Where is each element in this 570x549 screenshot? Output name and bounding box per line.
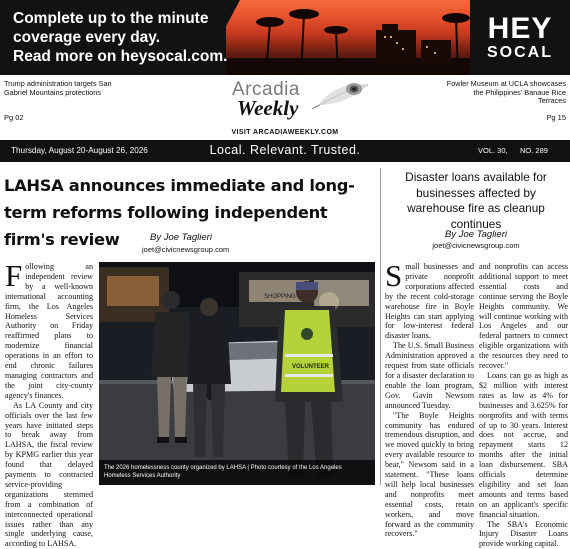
side-paragraph: The SBA's Economic Injury Disaster Loans provide working capital. (479, 519, 568, 549)
dropcap: S (385, 258, 403, 293)
tagline: Local. Relevant. Trusted. (209, 143, 361, 157)
side-article-column-1 (385, 258, 474, 539)
arcadia-weekly-logo[interactable] (222, 79, 372, 127)
heysocal-logo[interactable] (470, 0, 570, 75)
teaser-right[interactable]: Fowler Museum at UCLA showcases the Philippines' Banaue Rice Terraces (446, 79, 566, 106)
ad-copy-line: coverage every day. (13, 29, 161, 46)
teaser-left[interactable]: Trump administration targets San Gabriel Mountains protections (4, 79, 112, 97)
site-url-link[interactable]: VISIT ARCADIAWEEKLY.COM (231, 129, 339, 136)
ad-banner[interactable] (0, 0, 570, 75)
dropcap: F (5, 258, 23, 293)
svg-text:SHOPPING: SHOPPING (264, 294, 296, 300)
main-byline: By Joe Taglieri (150, 232, 212, 243)
issue-date: Thursday, August 20-August 26, 2026 (11, 146, 148, 155)
side-byline: By Joe Taglieri (445, 229, 507, 240)
main-author-email[interactable]: joet@civicnewsgroup.com (142, 245, 230, 254)
side-paragraph (385, 258, 474, 341)
ad-copy (13, 9, 228, 66)
logo-socal: SOCAL (487, 44, 553, 61)
side-author-email[interactable]: joet@civicnewsgroup.com (432, 241, 520, 250)
volume-label: VOL. 30, (478, 146, 508, 155)
issue-number: NO. 289 (520, 146, 548, 155)
ad-copy-line: Complete up to the minute (13, 10, 209, 27)
teaser-right-page: Pg 15 (546, 113, 566, 122)
side-paragraph: "The Boyle Heights community has endured tremendous disruption, and we moved quickly to bring every available resource to bear," Newsom said in a statement. "These loans will help local businesses and nonprofits meet essential costs, retain workers, and move forward as the community recovers." (385, 410, 474, 539)
ad-sunset-photo (226, 0, 470, 75)
date-bar (0, 140, 570, 162)
side-headline[interactable]: Disaster loans available for businesses affected by warehouse fire as cleanup continues (405, 170, 547, 231)
logo-hey: HEY (487, 12, 553, 45)
main-paragraph-text: ollowing an independent review by a well-known international accounting firm, the Los Angeles Homeless Services Authority on Friday reaffirmed plans to modernize financial operations in an effort to end chronic failures managing contractors and the joint city-county agency's finances. (5, 262, 93, 400)
side-paragraph: and nonprofits can access additional support to meet essential costs and continue serving the Boyle Heights community. We will continue working with Los Angeles and our federal partners to connect eligible organizations with the resources they need to recover." (479, 262, 568, 371)
ad-copy-line: Read more on heysocal.com. (13, 48, 228, 65)
photo-caption: The 2026 homelessness county organized by LAHSA | Photo courtesy of the Los Angeles Homeless Services Authority (99, 460, 375, 485)
article-photo (99, 262, 375, 485)
side-paragraph: Loans can go as high as $2 million with interest rates as low as 4% for businesses and 3.625% for nonprofits and with terms of up to 30 years. Interest does not accrue, and repayment starts 12 months after the initial loan disbursement. SBA officials determine eligibility and set loan amounts and terms based on an applicant's specific financial situation. (479, 370, 568, 519)
main-paragraph (5, 258, 93, 401)
side-paragraph-text: mall businesses and private nonprofit corporations affected by the recent cold-storage warehouse fire in Boyle Heights can start applying for low-interest federal disaster loans. (385, 262, 474, 341)
logo-weekly: Weekly (237, 96, 299, 120)
logo-arcadia: Arcadia (232, 79, 300, 100)
column-divider (380, 168, 381, 485)
vest-label: VOLUNTEER (292, 364, 330, 370)
main-headline[interactable]: LAHSA announces immediate and long-term reforms following independent firm's review (4, 176, 355, 249)
side-paragraph: The U.S. Small Business Administration approved a request from state officials for a disaster declaration to enable the loan program, Gov. Gavin Newsom announced Tuesday. (385, 341, 474, 410)
side-article-column-2 (479, 262, 568, 549)
teaser-left-page: Pg 02 (4, 113, 24, 122)
peacock-feather-icon (310, 79, 370, 115)
main-paragraph: As LA County and city officials over the last few years have initiated steps to break away from LAHSA, the fiscal review by KPMG earlier this year found that delayed payments to contracted service-providing organizations stemmed from a combination of interconnected operational issues rather than any single underlying cause, according to LAHSA. (5, 400, 93, 549)
main-article-body (5, 258, 93, 549)
